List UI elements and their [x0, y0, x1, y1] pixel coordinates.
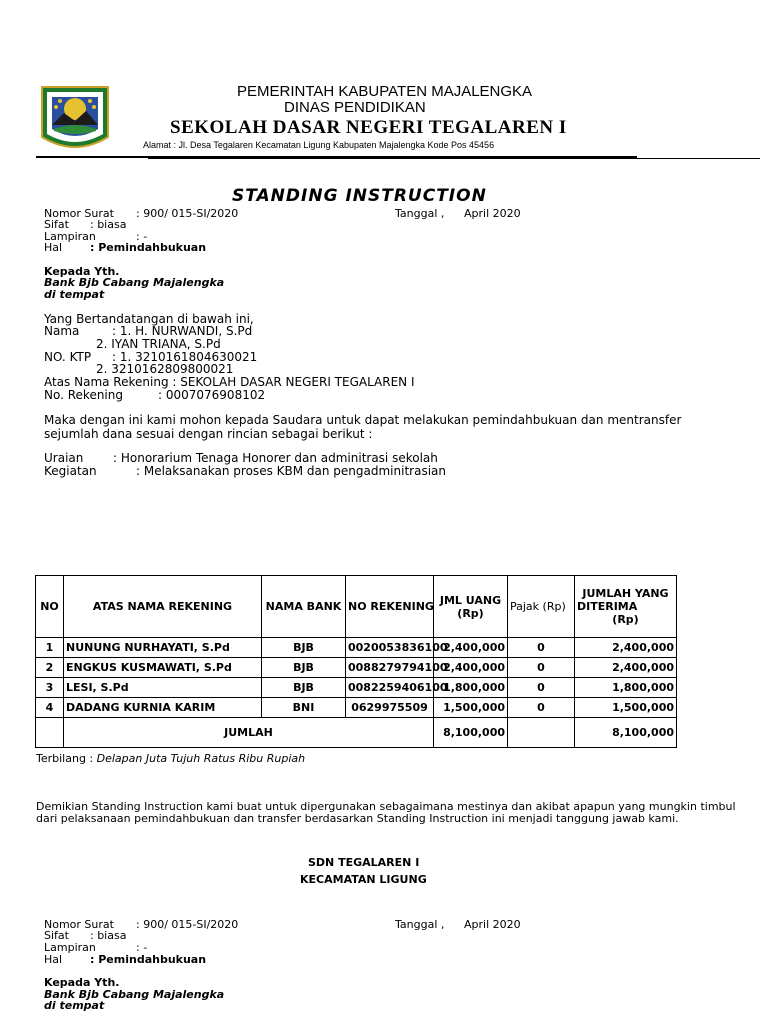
- cell-pajak: 0: [508, 678, 575, 698]
- ktp-label: NO. KTP: [44, 350, 92, 364]
- hal-label-2: Hal: [44, 953, 63, 966]
- signature-district: KECAMATAN LIGUNG: [300, 873, 427, 886]
- bank-name: Bank Bjb Cabang Majalengka: [44, 276, 225, 289]
- th-total-line2: DITERIMA: [577, 600, 638, 613]
- cell-jml: 2,400,000: [434, 658, 508, 678]
- cell-rekening: 0629975509: [346, 698, 434, 718]
- table-row: [36, 638, 677, 658]
- cell-jml: 1,800,000: [434, 678, 508, 698]
- th-jml-line1: JML UANG: [439, 593, 502, 607]
- lampiran-label-2: Lampiran: [44, 941, 96, 954]
- kegiatan-value: : Melaksanakan proses KBM dan pengadminitrasian: [136, 464, 446, 478]
- cell-name: LESI, S.Pd: [64, 678, 262, 698]
- th-jumlah-diterima: [575, 576, 677, 638]
- cell-name: ENGKUS KUSMAWATI, S.Pd: [64, 658, 262, 678]
- th-atas-nama: ATAS NAMA REKENING: [64, 576, 262, 638]
- di-tempat-2: di tempat: [44, 999, 105, 1012]
- cell-bank: BJB: [262, 658, 346, 678]
- paragraph-line2: sejumlah dana sesuai dengan rincian sebagai berikut :: [44, 427, 373, 441]
- nomor-value-2: : 900/ 015-SI/2020: [136, 918, 239, 931]
- sifat-label: Sifat: [44, 218, 69, 231]
- closing-line2: dari pelaksanaan pemindahbukuan dan transfer berdasarkan Standing Instruction ini menjadi tanggung jawab kami.: [36, 812, 679, 825]
- table-total-row: [36, 718, 677, 748]
- cell-no: 2: [36, 658, 64, 678]
- cell-pajak: 0: [508, 638, 575, 658]
- rekening-label: No. Rekening: [44, 388, 123, 402]
- rekening-value: : 0007076908102: [158, 388, 266, 402]
- cell-jml: 2,400,000: [434, 638, 508, 658]
- header-line2: DINAS PENDIDIKAN: [284, 99, 426, 116]
- hal-label: Hal: [44, 241, 63, 254]
- sifat-value-2: : biasa: [90, 929, 127, 942]
- atas-nama-rekening: Atas Nama Rekening : SEKOLAH DASAR NEGERI TEGALAREN I: [44, 375, 415, 389]
- cell-no: 4: [36, 698, 64, 718]
- nama-1: : 1. H. NURWANDI, S.Pd: [112, 324, 253, 338]
- cell-jumlah-total: 8,100,000: [575, 718, 677, 748]
- hal-value-2: : Pemindahbukuan: [90, 953, 207, 966]
- closing-line1: Demikian Standing Instruction kami buat untuk dipergunakan sebagaimana mestinya dan akibat apapun yang mungkin timbul: [36, 800, 736, 813]
- ktp-1: : 1. 3210161804630021: [112, 350, 258, 364]
- header-rule-thin: [148, 158, 760, 159]
- kepada-yth: Kepada Yth.: [44, 265, 120, 278]
- doc-title: STANDING INSTRUCTION: [232, 186, 487, 206]
- transfer-table: [35, 575, 677, 748]
- th-pajak: Pajak (Rp): [508, 576, 575, 638]
- cell-no: 3: [36, 678, 64, 698]
- cell-total: 1,800,000: [575, 678, 677, 698]
- school-address: Alamat : Jl. Desa Tegalaren Kecamatan Ligung Kabupaten Majalengka Kode Pos 45456: [143, 140, 495, 150]
- cell-bank: BNI: [262, 698, 346, 718]
- nomor-label-2: Nomor Surat: [44, 918, 114, 931]
- th-no: NO: [36, 576, 64, 638]
- nomor-value: : 900/ 015-SI/2020: [136, 207, 239, 220]
- terbilang-label: Terbilang :: [36, 752, 97, 765]
- paragraph-line1: Maka dengan ini kami mohon kepada Saudara untuk dapat melakukan pemindahbukuan dan mentransfer: [44, 413, 682, 427]
- tanggal-value: April 2020: [464, 207, 521, 220]
- sifat-value: : biasa: [90, 218, 127, 231]
- uraian-label: Uraian: [44, 451, 84, 465]
- cell-total: 2,400,000: [575, 638, 677, 658]
- sifat-label-2: Sifat: [44, 929, 69, 942]
- header-line1: PEMERINTAH KABUPATEN MAJALENGKA: [237, 83, 533, 100]
- cell-no: 1: [36, 638, 64, 658]
- lampiran-label: Lampiran: [44, 230, 96, 243]
- cell-rekening: 0020053836100: [346, 638, 434, 658]
- cell-jumlah-label: JUMLAH: [64, 718, 434, 748]
- cell-empty: [36, 718, 64, 748]
- hal-value: : Pemindahbukuan: [90, 241, 207, 254]
- cell-jml: 1,500,000: [434, 698, 508, 718]
- nama-label: Nama: [44, 324, 80, 338]
- cell-bank: BJB: [262, 678, 346, 698]
- kepada-yth-2: Kepada Yth.: [44, 976, 120, 989]
- th-bank: NAMA BANK: [262, 576, 346, 638]
- nomor-label: Nomor Surat: [44, 207, 114, 220]
- cell-bank: BJB: [262, 638, 346, 658]
- signature-school: SDN TEGALAREN I: [308, 856, 420, 869]
- cell-jumlah-jml: 8,100,000: [434, 718, 508, 748]
- th-jml-uang: [434, 576, 508, 638]
- regency-logo: [40, 85, 110, 157]
- cell-name: NUNUNG NURHAYATI, S.Pd: [64, 638, 262, 658]
- tanggal-label: Tanggal ,: [395, 207, 445, 220]
- table-row: [36, 698, 677, 718]
- th-rekening: NO REKENING: [346, 576, 434, 638]
- th-total-line3: (Rp): [612, 613, 639, 626]
- tanggal-value-2: April 2020: [464, 918, 521, 931]
- table-row: [36, 678, 677, 698]
- lampiran-value-2: : -: [136, 941, 148, 954]
- nama-2: 2. IYAN TRIANA, S.Pd: [96, 337, 221, 351]
- table-header-row: [36, 576, 677, 638]
- cell-total: 2,400,000: [575, 658, 677, 678]
- cell-rekening: 0088279794100: [346, 658, 434, 678]
- cell-total: 1,500,000: [575, 698, 677, 718]
- bank-name-2: Bank Bjb Cabang Majalengka: [44, 988, 225, 1001]
- di-tempat: di tempat: [44, 288, 105, 301]
- kegiatan-label: Kegiatan: [44, 464, 97, 478]
- th-jml-line2: (Rp): [457, 606, 484, 620]
- table-row: [36, 658, 677, 678]
- th-total-line1: JUMLAH YANG: [582, 587, 669, 600]
- terbilang: [36, 752, 305, 765]
- school-name: SEKOLAH DASAR NEGERI TEGALAREN I: [170, 117, 567, 138]
- terbilang-value: Delapan Juta Tujuh Ratus Ribu Rupiah: [96, 752, 306, 765]
- cell-rekening: 0082259406100: [346, 678, 434, 698]
- cell-pajak: 0: [508, 658, 575, 678]
- intro-text: Yang Bertandatangan di bawah ini,: [44, 312, 254, 326]
- cell-pajak: 0: [508, 698, 575, 718]
- lampiran-value: : -: [136, 230, 148, 243]
- cell-jumlah-pajak: [508, 718, 575, 748]
- cell-name: DADANG KURNIA KARIM: [64, 698, 262, 718]
- tanggal-label-2: Tanggal ,: [395, 918, 445, 931]
- ktp-2: 2. 3210162809800021: [96, 362, 234, 376]
- uraian-value: : Honorarium Tenaga Honorer dan adminitrasi sekolah: [113, 451, 438, 465]
